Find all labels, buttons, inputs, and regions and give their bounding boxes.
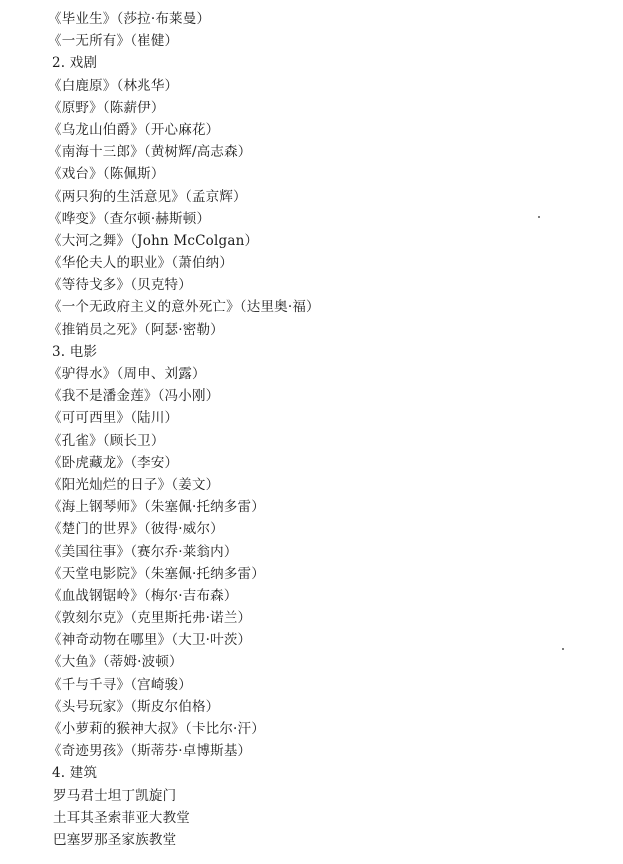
list-item: 《等待戈多》（贝克特）	[48, 277, 192, 294]
list-item: 《美国往事》（赛尔乔·莱翁内）	[48, 543, 238, 560]
list-item: 罗马君士坦丁凯旋门	[53, 787, 177, 804]
list-item: 《海上钢琴师》（朱塞佩·托纳多雷）	[48, 499, 265, 516]
list-item: 土耳其圣索菲亚大教堂	[53, 809, 190, 826]
list-item: 《千与千寻》（宫崎骏）	[48, 676, 192, 693]
list-item: 《驴得水》（周申、刘露）	[48, 366, 206, 382]
list-item: 《孔雀》（顾长卫）	[48, 432, 165, 449]
list-item: 《哗变》（查尔顿·赫斯顿）	[48, 210, 211, 227]
list-item: 《推销员之死》（阿瑟·密勒）	[48, 321, 224, 338]
list-item: 《华伦夫人的职业》（萧伯纳）	[48, 255, 234, 272]
list-item: 《原野》（陈薪伊）	[48, 99, 165, 116]
list-item: 《可可西里》（陆川）	[48, 410, 179, 427]
list-item: 《小萝莉的猴神大叔》（卡比尔·汗）	[48, 721, 265, 737]
list-item: 《毕业生》（莎拉·布莱曼）	[48, 11, 211, 27]
list-item: 《血战钢锯岭》（梅尔·吉布森）	[48, 587, 238, 604]
list-item: 《奇迹男孩》（斯蒂芬·卓博斯基）	[48, 743, 252, 760]
list-item: 《乌龙山伯爵》（开心麻花）	[48, 121, 220, 138]
document-body	[48, 8, 608, 851]
section-heading-architecture: 4. 建筑	[52, 765, 98, 782]
scan-speck	[538, 216, 540, 218]
list-item: 《大鱼》（蒂姆·波顿）	[48, 654, 183, 671]
list-item: 《大河之舞》（John McColgan）	[48, 232, 259, 249]
list-item: 《一个无政府主义的意外死亡》（达里奥·福）	[48, 299, 320, 316]
list-item: 《南海十三郎》（黄树辉/高志森）	[48, 144, 252, 161]
list-item: 《神奇动物在哪里》（大卫·叶茨）	[48, 632, 252, 649]
list-item: 《阳光灿烂的日子》（姜文）	[48, 476, 220, 493]
list-item: 《敦刻尔克》（克里斯托弗·诺兰）	[48, 610, 252, 627]
scan-speck	[562, 648, 564, 650]
list-item: 《头号玩家》（斯皮尔伯格）	[48, 698, 220, 715]
list-item: 《一无所有》（崔健）	[48, 33, 179, 50]
section-heading-film: 3. 电影	[52, 343, 98, 360]
list-item: 巴塞罗那圣家族教堂	[53, 831, 177, 848]
list-item: 《天堂电影院》（朱塞佩·托纳多雷）	[48, 565, 265, 582]
list-item: 《卧虎藏龙》（李安）	[48, 454, 179, 471]
list-item: 《戏台》（陈佩斯）	[48, 166, 165, 183]
list-item: 《我不是潘金莲》（冯小刚）	[48, 388, 220, 405]
list-item: 《白鹿原》（林兆华）	[48, 77, 179, 94]
list-item: 《两只狗的生活意见》（孟京辉）	[48, 188, 247, 205]
list-item: 《楚门的世界》（彼得·威尔）	[48, 521, 224, 538]
section-heading-drama: 2. 戏剧	[52, 55, 98, 72]
